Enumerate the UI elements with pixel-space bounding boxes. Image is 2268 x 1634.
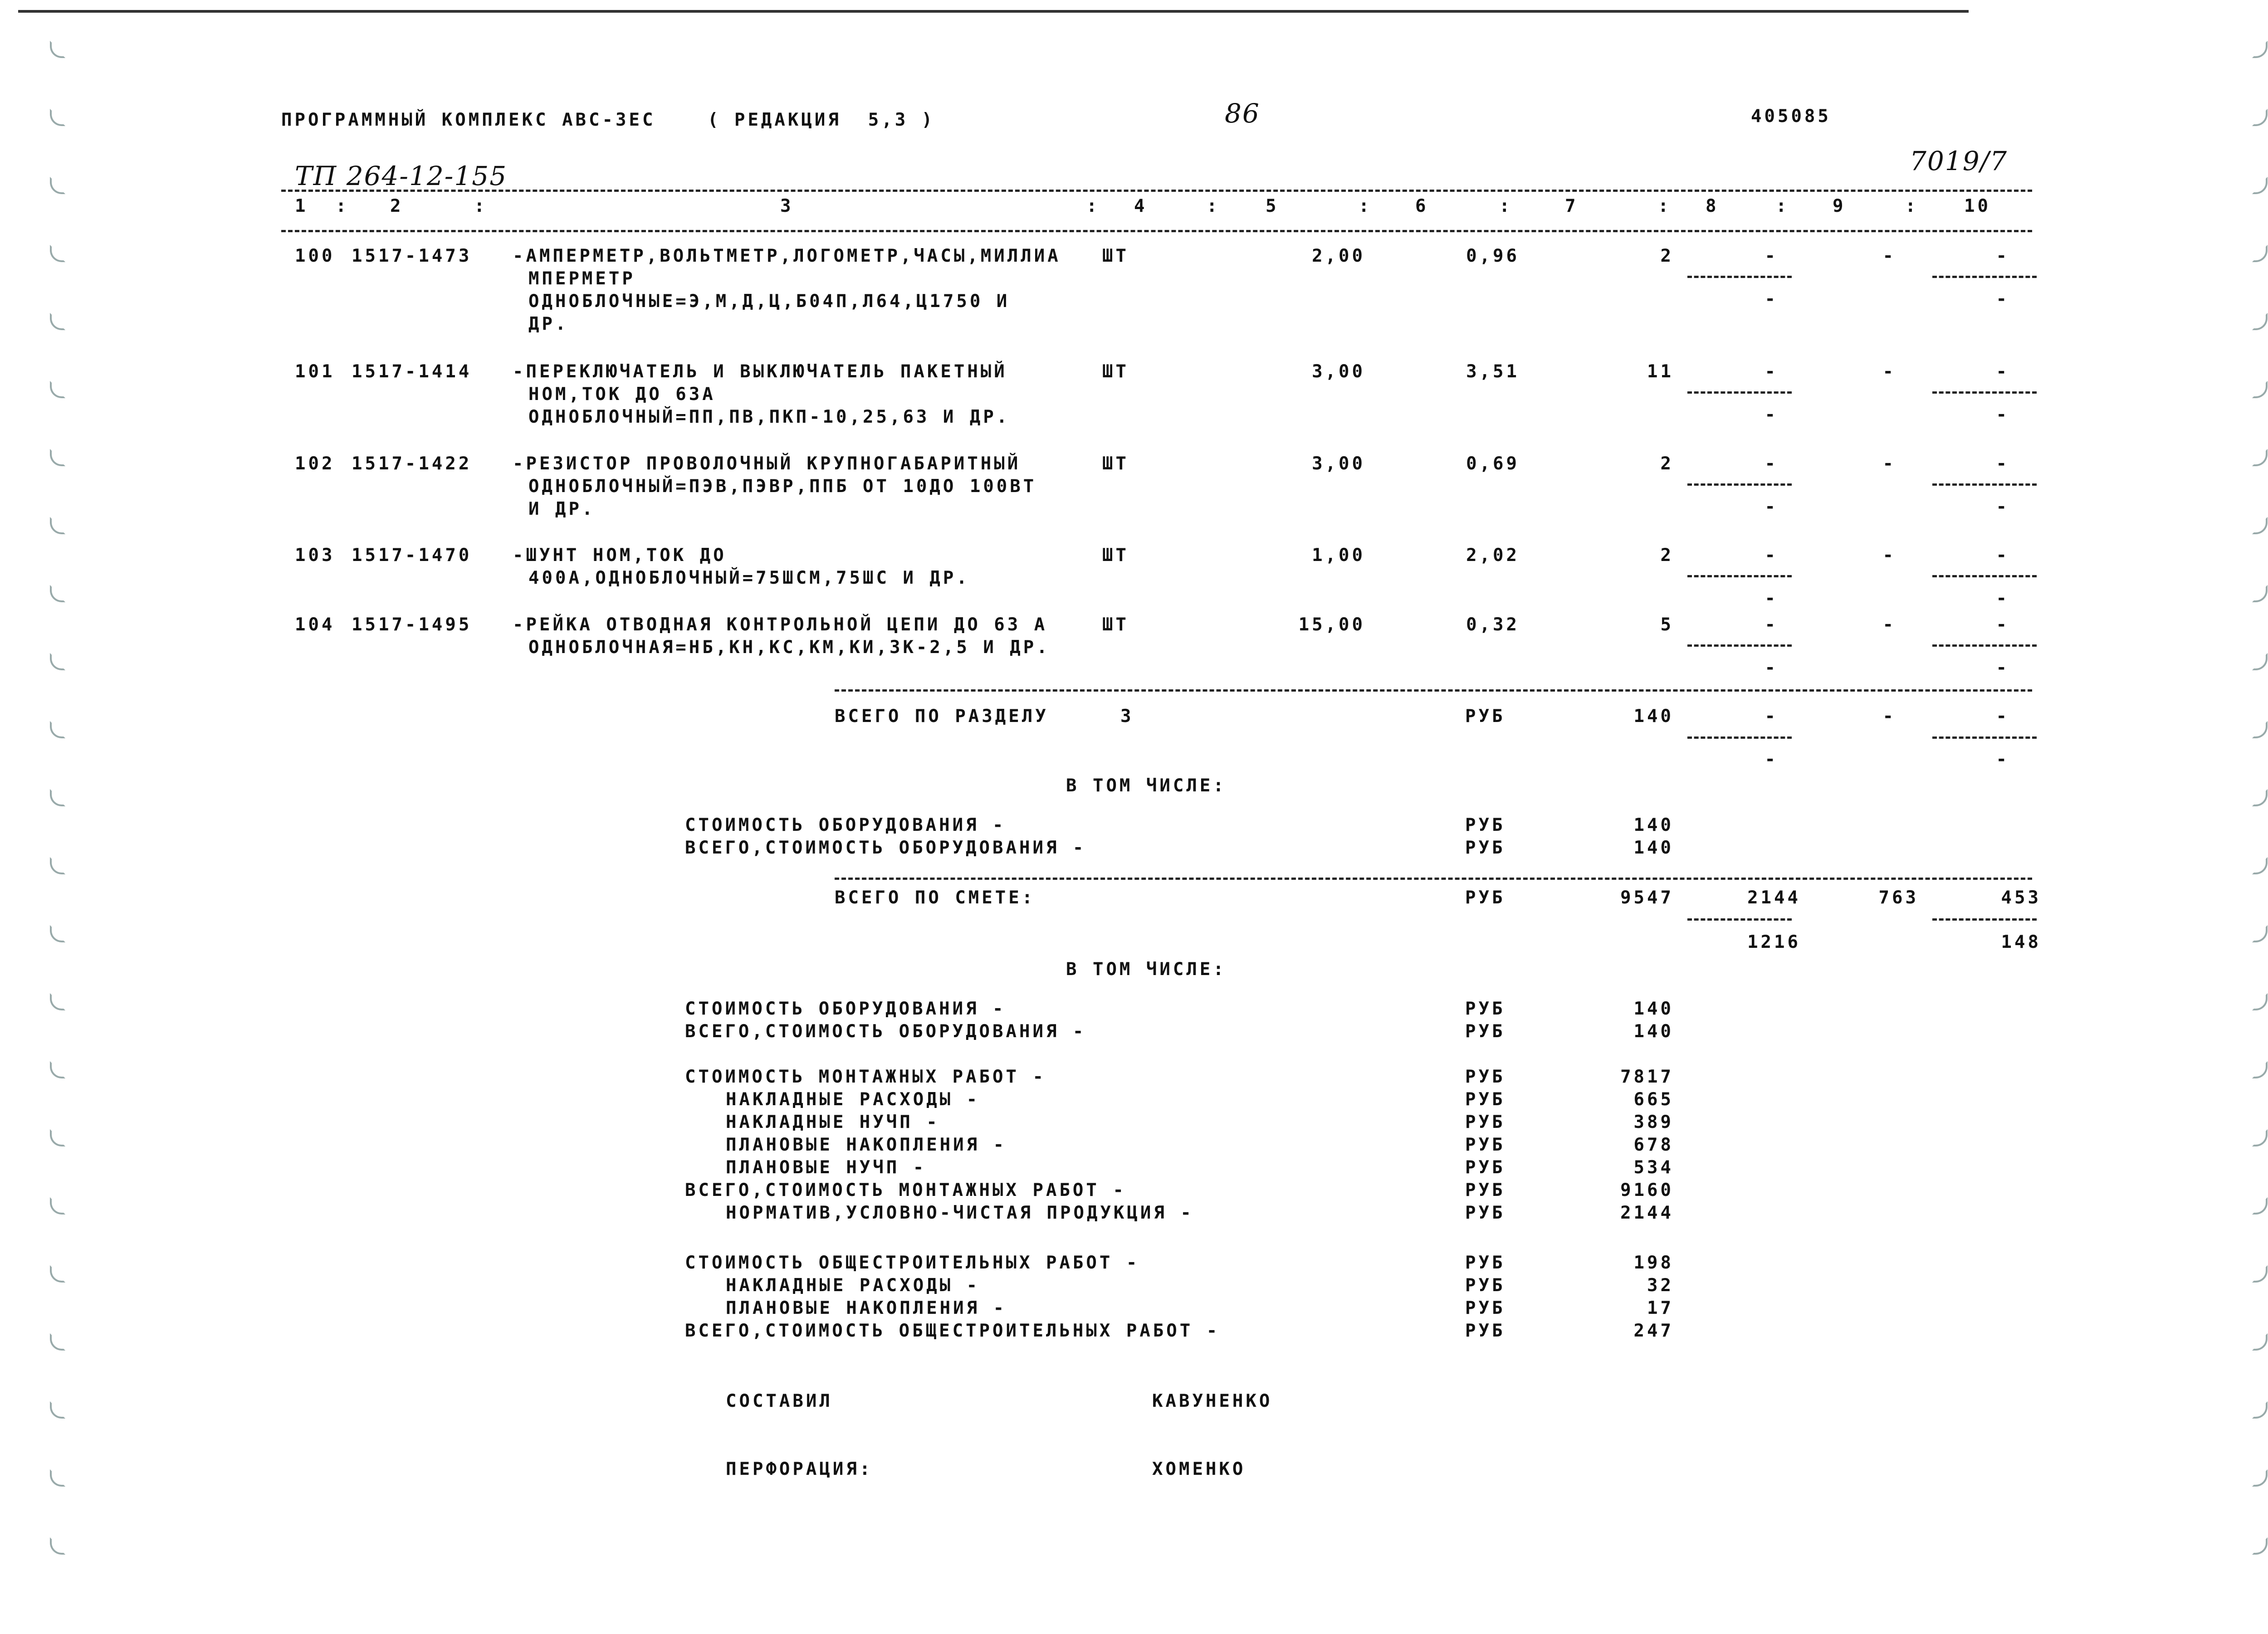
perforation-hole-left — [50, 1265, 65, 1283]
column-number: 8 — [1706, 196, 1719, 216]
sheet-number: 7019/7 — [1910, 146, 2008, 176]
perforation-hole-left — [50, 993, 65, 1010]
row-number: 103 — [295, 545, 335, 566]
row-unit: ШТ — [1102, 615, 1129, 635]
estimate-breakdown-value: 534 — [1633, 1157, 1674, 1178]
section-breakdown-label: СТОИМОСТЬ ОБОРУДОВАНИЯ - — [685, 815, 1006, 835]
row-col10-divider — [1932, 483, 2037, 486]
column-number: 5 — [1266, 196, 1279, 216]
column-number: 2 — [390, 196, 404, 216]
estimate-breakdown-value: 2144 — [1620, 1203, 1674, 1223]
estimate-incl-heading: В ТОМ ЧИСЛЕ: — [1066, 959, 1227, 980]
column-separator: : — [1776, 196, 1789, 216]
row-col8-divider — [1687, 391, 1792, 394]
perforation-hole-right — [2252, 1469, 2268, 1487]
perforation-hole-right — [2252, 993, 2268, 1010]
row-unit-price: 0,32 — [1466, 615, 1520, 635]
row-total: 2 — [1660, 545, 1674, 566]
estimate-breakdown-label: НАКЛАДНЫЕ РАСХОДЫ - — [726, 1089, 980, 1110]
estimate-breakdown-value: 198 — [1633, 1253, 1674, 1273]
section-breakdown-value: 140 — [1633, 815, 1674, 835]
perforation-hole-right — [2252, 1129, 2268, 1146]
row-quantity: 15,00 — [1298, 615, 1365, 635]
perforation-hole-left — [50, 517, 65, 534]
perforation-hole-right — [2252, 653, 2268, 670]
row-col9: - — [1882, 615, 1896, 635]
row-col8-sub: - — [1765, 405, 1778, 425]
perforation-hole-left — [50, 1401, 65, 1419]
row-col10-sub: - — [1996, 405, 2009, 425]
section-breakdown-label: ВСЕГО,СТОИМОСТЬ ОБОРУДОВАНИЯ - — [685, 838, 1086, 858]
section-total-col10-divider — [1932, 737, 2037, 739]
program-name: ПРОГРАММНЫЙ КОМПЛЕКС АВС-3ЕС — [281, 110, 656, 130]
estimate-breakdown-value: 7817 — [1620, 1067, 1674, 1087]
column-separator: : — [474, 196, 488, 216]
estimate-breakdown-unit: РУБ — [1465, 1089, 1505, 1110]
project-number: ТП 264-12-155 — [295, 161, 508, 191]
estimate-total-col10-sub: 148 — [2001, 932, 2041, 952]
row-col9: - — [1882, 246, 1896, 266]
row-unit: ШТ — [1102, 545, 1129, 566]
perforation-hole-right — [2252, 1401, 2268, 1419]
row-description-line: МПЕРМЕТР — [528, 268, 635, 289]
perforation-hole-left — [50, 109, 65, 126]
row-unit: ШТ — [1102, 454, 1129, 474]
row-col10: - — [1996, 246, 2009, 266]
estimate-total-rule — [835, 878, 2032, 880]
column-separator: : — [1499, 196, 1513, 216]
signature-name: ХОМЕНКО — [1152, 1459, 1246, 1479]
estimate-breakdown-unit: РУБ — [1465, 1180, 1505, 1200]
estimate-total-col8-sub: 1216 — [1747, 932, 1801, 952]
row-col8: - — [1765, 454, 1778, 474]
estimate-breakdown-label: ПЛАНОВЫЕ НУЧП - — [726, 1157, 927, 1178]
section-total-col8: - — [1765, 706, 1778, 727]
signature-role: ПЕРФОРАЦИЯ: — [726, 1459, 873, 1479]
section-total-label: ВСЕГО ПО РАЗДЕЛУ — [835, 706, 1049, 727]
estimate-breakdown-label: НАКЛАДНЫЕ НУЧП - — [726, 1112, 940, 1132]
row-col10: - — [1996, 615, 2009, 635]
estimate-breakdown-label: ВСЕГО,СТОИМОСТЬ ОБЩЕСТРОИТЕЛЬНЫХ РАБОТ - — [685, 1321, 1220, 1341]
perforation-hole-right — [2252, 517, 2268, 534]
estimate-breakdown-label: ВСЕГО,СТОИМОСТЬ ОБОРУДОВАНИЯ - — [685, 1021, 1086, 1042]
estimate-breakdown-unit: РУБ — [1465, 1157, 1505, 1178]
estimate-breakdown-value: 9160 — [1620, 1180, 1674, 1200]
column-number: 1 — [295, 196, 308, 216]
estimate-breakdown-value: 17 — [1647, 1298, 1674, 1318]
row-number: 100 — [295, 246, 335, 266]
estimate-breakdown-unit: РУБ — [1465, 1203, 1505, 1223]
estimate-breakdown-label: ВСЕГО,СТОИМОСТЬ МОНТАЖНЫХ РАБОТ - — [685, 1180, 1126, 1200]
column-separator: : — [1658, 196, 1672, 216]
estimate-breakdown-unit: РУБ — [1465, 1021, 1505, 1042]
row-col10: - — [1996, 545, 2009, 566]
row-total: 11 — [1647, 361, 1674, 382]
perforation-hole-right — [2252, 41, 2268, 58]
section-total-col10: - — [1996, 706, 2009, 727]
row-unit: ШТ — [1102, 246, 1129, 266]
column-number: 9 — [1833, 196, 1846, 216]
perforation-hole-right — [2252, 1333, 2268, 1351]
row-description-line: НОМ,ТОК ДО 63А — [528, 384, 716, 405]
perforation-hole-right — [2252, 245, 2268, 262]
estimate-breakdown-value: 32 — [1647, 1275, 1674, 1296]
column-separator: : — [1905, 196, 1919, 216]
row-unit-price: 0,96 — [1466, 246, 1520, 266]
estimate-breakdown-unit: РУБ — [1465, 1135, 1505, 1155]
row-col8-sub: - — [1765, 658, 1778, 678]
estimate-breakdown-unit: РУБ — [1465, 1067, 1505, 1087]
row-quantity: 2,00 — [1312, 246, 1365, 266]
row-col10: - — [1996, 454, 2009, 474]
column-separator: : — [336, 196, 349, 216]
section-total-value: 140 — [1633, 706, 1674, 727]
perforation-hole-right — [2252, 177, 2268, 194]
estimate-breakdown-unit: РУБ — [1465, 1275, 1505, 1296]
row-unit-price: 3,51 — [1466, 361, 1520, 382]
perforation-hole-left — [50, 449, 65, 466]
estimate-breakdown-label: СТОИМОСТЬ МОНТАЖНЫХ РАБОТ - — [685, 1067, 1046, 1087]
perforation-hole-left — [50, 1129, 65, 1146]
column-number: 3 — [780, 196, 794, 216]
estimate-breakdown-value: 665 — [1633, 1089, 1674, 1110]
row-col8-sub: - — [1765, 289, 1778, 309]
section-total-col9: - — [1882, 706, 1896, 727]
estimate-total-value: 9547 — [1620, 888, 1674, 908]
row-col8: - — [1765, 615, 1778, 635]
signature-role: СОСТАВИЛ — [726, 1391, 833, 1411]
perforation-hole-right — [2252, 585, 2268, 602]
row-description-line: ОДНОБЛОЧНЫЙ=ПП,ПВ,ПКП-10,25,63 И ДР. — [528, 407, 1010, 427]
perforation-hole-right — [2252, 857, 2268, 874]
row-description-line: -РЕЙКА ОТВОДНАЯ КОНТРОЛЬНОЙ ЦЕПИ ДО 63 А — [513, 615, 1048, 635]
column-number: 6 — [1415, 196, 1429, 216]
page-number: 86 — [1225, 98, 1260, 129]
column-separator: : — [1207, 196, 1220, 216]
row-quantity: 1,00 — [1312, 545, 1365, 566]
estimate-breakdown-label: ПЛАНОВЫЕ НАКОПЛЕНИЯ - — [726, 1135, 1007, 1155]
column-separator: : — [1359, 196, 1372, 216]
perforation-hole-right — [2252, 1061, 2268, 1078]
row-col8: - — [1765, 545, 1778, 566]
estimate-breakdown-unit: РУБ — [1465, 1321, 1505, 1341]
signature-name: КАВУНЕНКО — [1152, 1391, 1273, 1411]
section-breakdown-value: 140 — [1633, 838, 1674, 858]
row-description-line: -АМПЕРМЕТР,ВОЛЬТМЕТР,ЛОГОМЕТР,ЧАСЫ,МИЛЛИА — [513, 246, 1061, 266]
perforation-hole-left — [50, 721, 65, 738]
row-number: 104 — [295, 615, 335, 635]
row-quantity: 3,00 — [1312, 454, 1365, 474]
row-description-line: 400А,ОДНОБЛОЧНЫЙ=75ШСМ,75ШС И ДР. — [528, 568, 970, 588]
perforation-hole-left — [50, 1061, 65, 1078]
estimate-total-unit: РУБ — [1465, 888, 1505, 908]
row-unit-price: 0,69 — [1466, 454, 1520, 474]
row-description-line: -ПЕРЕКЛЮЧАТЕЛЬ И ВЫКЛЮЧАТЕЛЬ ПАКЕТНЫЙ — [513, 361, 1007, 382]
perforation-hole-right — [2252, 381, 2268, 398]
row-col10-sub: - — [1996, 289, 2009, 309]
section-total-col8-sub: - — [1765, 749, 1778, 770]
row-total: 2 — [1660, 454, 1674, 474]
row-code: 1517-1495 — [352, 615, 472, 635]
section-incl-heading: В ТОМ ЧИСЛЕ: — [1066, 776, 1227, 796]
row-description-line: -РЕЗИСТОР ПРОВОЛОЧНЫЙ КРУПНОГАБАРИТНЫЙ — [513, 454, 1021, 474]
estimate-breakdown-label: СТОИМОСТЬ ОБЩЕСТРОИТЕЛЬНЫХ РАБОТ - — [685, 1253, 1140, 1273]
estimate-breakdown-value: 140 — [1633, 1021, 1674, 1042]
row-description-line: ОДНОБЛОЧНАЯ=НБ,КН,КС,КМ,КИ,ЗК-2,5 И ДР. — [528, 637, 1050, 658]
row-col10-sub: - — [1996, 497, 2009, 517]
perforation-hole-left — [50, 1469, 65, 1487]
header-rule-top — [281, 190, 2032, 192]
estimate-breakdown-label: НАКЛАДНЫЕ РАСХОДЫ - — [726, 1275, 980, 1296]
row-description-line: ОДНОБЛОЧНЫЕ=Э,М,Д,Ц,Б04П,Л64,Ц1750 И — [528, 291, 1010, 312]
row-unit-price: 2,02 — [1466, 545, 1520, 566]
row-col8-divider — [1687, 644, 1792, 647]
row-code: 1517-1422 — [352, 454, 472, 474]
estimate-breakdown-label: НОРМАТИВ,УСЛОВНО-ЧИСТАЯ ПРОДУКЦИЯ - — [726, 1203, 1194, 1223]
perforation-hole-left — [50, 585, 65, 602]
perforation-hole-right — [2252, 789, 2268, 806]
perforation-hole-left — [50, 925, 65, 942]
row-description-line: ДР. — [528, 314, 569, 334]
row-col10-divider — [1932, 575, 2037, 577]
section-number: 3 — [1120, 706, 1134, 727]
section-total-col8-divider — [1687, 737, 1792, 739]
estimate-breakdown-value: 140 — [1633, 999, 1674, 1019]
perforation-hole-left — [50, 245, 65, 262]
row-description-line: ОДНОБЛОЧНЫЙ=ПЭВ,ПЭВР,ППБ ОТ 10ДО 100ВТ — [528, 476, 1037, 497]
section-total-unit: РУБ — [1465, 706, 1505, 727]
perforation-hole-right — [2252, 721, 2268, 738]
row-total: 2 — [1660, 246, 1674, 266]
row-col9: - — [1882, 454, 1896, 474]
column-number: 10 — [1964, 196, 1991, 216]
estimate-total-col10-divider — [1932, 918, 2037, 921]
row-code: 1517-1473 — [352, 246, 472, 266]
row-col10-divider — [1932, 644, 2037, 647]
row-code: 1517-1470 — [352, 545, 472, 566]
perforation-hole-right — [2252, 925, 2268, 942]
row-col10-sub: - — [1996, 588, 2009, 609]
row-col10-divider — [1932, 276, 2037, 278]
section-breakdown-unit: РУБ — [1465, 838, 1505, 858]
header-rule-bottom — [281, 230, 2032, 232]
column-separator: : — [1086, 196, 1100, 216]
row-col8-divider — [1687, 575, 1792, 577]
program-edition: ( РЕДАКЦИЯ 5,3 ) — [708, 110, 935, 130]
column-number: 7 — [1565, 196, 1579, 216]
row-col9: - — [1882, 545, 1896, 566]
perforation-hole-left — [50, 41, 65, 58]
perforation-hole-left — [50, 381, 65, 398]
perforation-hole-left — [50, 1197, 65, 1215]
row-code: 1517-1414 — [352, 361, 472, 382]
paper-top-edge — [18, 10, 1969, 13]
estimate-breakdown-unit: РУБ — [1465, 1298, 1505, 1318]
row-col8-divider — [1687, 276, 1792, 278]
row-description-line: И ДР. — [528, 499, 596, 519]
perforation-hole-left — [50, 1537, 65, 1555]
perforation-hole-left — [50, 177, 65, 194]
perforation-hole-left — [50, 653, 65, 670]
perforation-hole-right — [2252, 313, 2268, 330]
estimate-total-col8-divider — [1687, 918, 1792, 921]
row-number: 102 — [295, 454, 335, 474]
row-description-line: -ШУНТ НОМ,ТОК ДО — [513, 545, 727, 566]
estimate-breakdown-label: СТОИМОСТЬ ОБОРУДОВАНИЯ - — [685, 999, 1006, 1019]
estimate-total-col10: 453 — [2001, 888, 2041, 908]
row-col8: - — [1765, 246, 1778, 266]
estimate-total-col9: 763 — [1878, 888, 1919, 908]
perforation-hole-left — [50, 857, 65, 874]
document-code: 405085 — [1751, 106, 1831, 127]
estimate-breakdown-value: 247 — [1633, 1321, 1674, 1341]
row-col10: - — [1996, 361, 2009, 382]
estimate-breakdown-value: 678 — [1633, 1135, 1674, 1155]
row-quantity: 3,00 — [1312, 361, 1365, 382]
perforation-hole-left — [50, 1333, 65, 1351]
section-total-col10-sub: - — [1996, 749, 2009, 770]
column-number: 4 — [1134, 196, 1148, 216]
row-col9: - — [1882, 361, 1896, 382]
perforation-hole-right — [2252, 109, 2268, 126]
section-breakdown-unit: РУБ — [1465, 815, 1505, 835]
row-col8-sub: - — [1765, 588, 1778, 609]
perforation-hole-right — [2252, 1537, 2268, 1555]
row-unit: ШТ — [1102, 361, 1129, 382]
row-col10-divider — [1932, 391, 2037, 394]
perforation-hole-right — [2252, 1265, 2268, 1283]
perforation-hole-right — [2252, 1197, 2268, 1215]
estimate-total-label: ВСЕГО ПО СМЕТЕ: — [835, 888, 1036, 908]
row-col8-divider — [1687, 483, 1792, 486]
perforation-hole-left — [50, 313, 65, 330]
estimate-breakdown-unit: РУБ — [1465, 999, 1505, 1019]
section-total-rule — [835, 689, 2032, 692]
estimate-breakdown-unit: РУБ — [1465, 1253, 1505, 1273]
perforation-hole-right — [2252, 449, 2268, 466]
row-number: 101 — [295, 361, 335, 382]
row-total: 5 — [1660, 615, 1674, 635]
estimate-total-col8: 2144 — [1747, 888, 1801, 908]
estimate-breakdown-label: ПЛАНОВЫЕ НАКОПЛЕНИЯ - — [726, 1298, 1007, 1318]
estimate-breakdown-value: 389 — [1633, 1112, 1674, 1132]
row-col10-sub: - — [1996, 658, 2009, 678]
estimate-breakdown-unit: РУБ — [1465, 1112, 1505, 1132]
row-col8: - — [1765, 361, 1778, 382]
row-col8-sub: - — [1765, 497, 1778, 517]
perforation-hole-left — [50, 789, 65, 806]
